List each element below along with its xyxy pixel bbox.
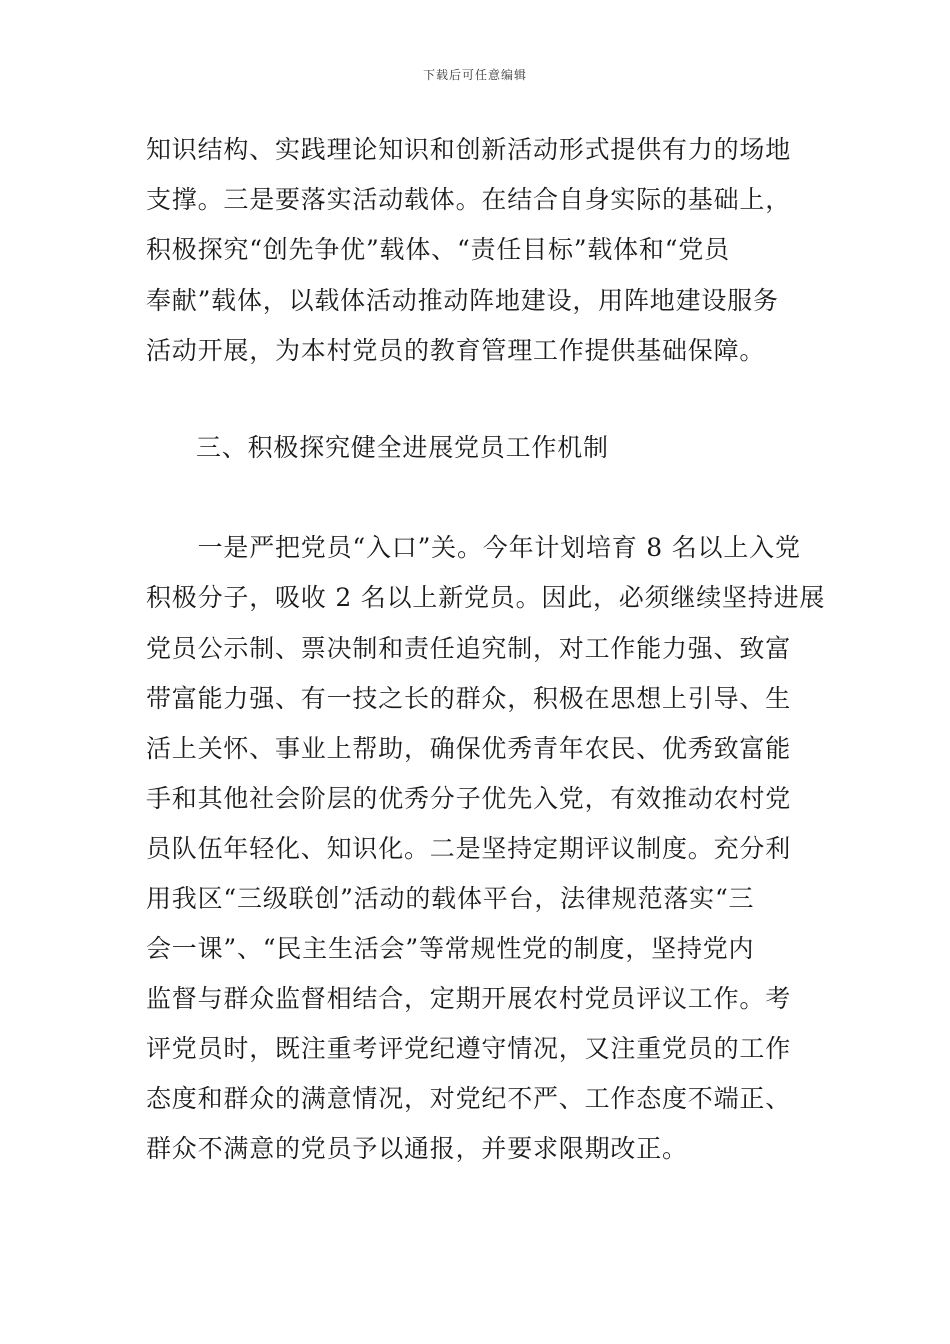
paragraph-line: 会一课”、“民主生活会”等常规性党的制度，坚持党内 [146,934,755,963]
section-heading: 三、积极探究健全进展党员工作机制 [196,433,609,462]
paragraph-line: 奉献”载体，以载体活动推动阵地建设，用阵地建设服务 [146,286,779,315]
paragraph-line: 手和其他社会阶层的优秀分子优先入党，有效推动农村党 [146,784,792,813]
paragraph-line: 监督与群众监督相结合，定期开展农村党员评议工作。考 [146,984,792,1013]
paragraph-line: 活动开展，为本村党员的教育管理工作提供基础保障。 [146,336,766,365]
paragraph-line: 积极分子，吸收 2 名以上新党员。因此，必须继续坚持进展 [146,583,826,612]
paragraph-line: 积极探究“创先争优”载体、“责任目标”载体和“党员 [146,235,730,264]
paragraph-line: 评党员时，既注重考评党纪遵守情况，又注重党员的工作 [146,1034,792,1063]
paragraph-line: 知识结构、实践理论知识和创新活动形式提供有力的场地 [146,135,792,164]
paragraph-line: 员队伍年轻化、知识化。二是坚持定期评议制度。充分利 [146,834,792,863]
paragraph-line: 一是严把党员“入口”关。今年计划培育 8 名以上入党 [146,533,801,562]
paragraph-line: 用我区“三级联创”活动的载体平台，法律规范落实“三 [146,884,755,913]
paragraph-line: 态度和群众的满意情况，对党纪不严、工作态度不端正、 [146,1084,792,1113]
header-note: 下载后可任意编辑 [422,68,527,82]
paragraph-line: 支撑。三是要落实活动载体。在结合自身实际的基础上， [146,185,792,214]
paragraph-line: 群众不满意的党员予以通报，并要求限期改正。 [146,1134,688,1163]
paragraph-line: 活上关怀、事业上帮助，确保优秀青年农民、优秀致富能 [146,734,792,763]
paragraph-line: 党员公示制、票决制和责任追究制，对工作能力强、致富 [146,634,792,663]
paragraph-line: 带富能力强、有一技之长的群众，积极在思想上引导、生 [146,684,792,713]
